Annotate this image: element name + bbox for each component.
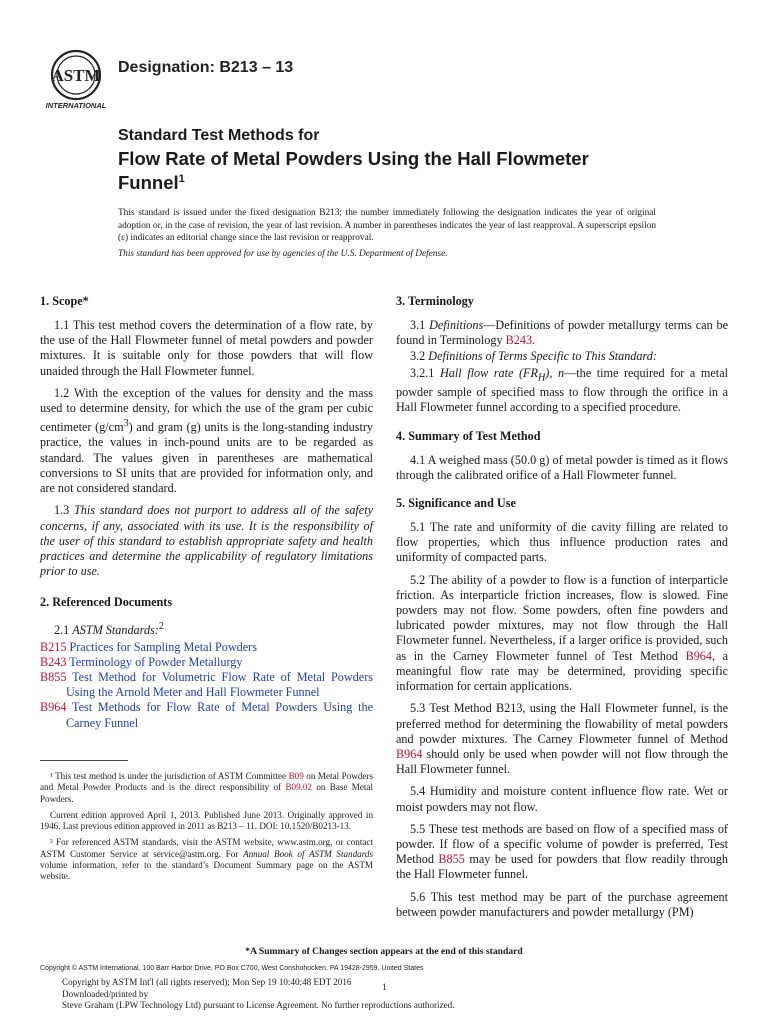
subcommittee-link-b09-02[interactable]: B09.02 (285, 782, 312, 793)
committee-link-b09[interactable]: B09 (288, 771, 304, 781)
paragraph-5-2: 5.2 The ability of a powder to flow is a function of interparticle friction. As interparticle friction increases, flow is slowed. Fine powders may not flow. Some powders, often fine powders and lubricated powder mixtures, may not flow through the Hall Flowmeter funnel. Nevertheless, if a larger orifice is provided, such as in the Carney Flowmeter funnel of Test Method B964, a meaningful flow rate may be determined, providing specific information for certain applications. (396, 572, 728, 694)
link-b964-method[interactable]: B964 (396, 746, 423, 761)
link-b243[interactable]: B243 (505, 333, 533, 348)
dod-approval-notice: This standard has been approved for use by agencies of the U.S. Department of Defense. (118, 249, 448, 259)
paragraph-1-3: 1.3 This standard does not purport to address all of the safety concerns, if any, associated with its use. It is the responsibility of the user of this standard to establish appropriate safety and health practices and determine the applicability of regulatory limitations prior to use. (40, 503, 374, 579)
section-heading-referenced-documents: 2. Referenced Documents (40, 595, 173, 610)
paragraph-1-1: 1.1 This test method covers the determination of a flow rate, by the use of the Hall Flowmeter funnel of metal powders and powder mixtures. It is suitable only for those powders that will flow unaided through the Hall Flowmeter funnel. (40, 318, 373, 378)
reference-link-b855[interactable]: B855 Test Method for Volumetric Flow Rate of Metal Powders Using the Arnold Meter and Hall Flowmeter Funnel (40, 669, 373, 700)
section-heading-terminology: 3. Terminology (396, 294, 474, 308)
paragraph-5-3: 5.3 Test Method B213, using the Hall Flowmeter funnel, is the preferred method for determining the flowability of metal powders and powder mixtures. The Carney Flowmeter funnel of Method B964 should only be used when powder will not flow through the Hall Flowmeter funnel. (396, 701, 728, 777)
section-heading-significance: 5. Significance and Use (396, 496, 516, 511)
copyright-line: Copyright © ASTM International, 100 Barr Harbor Drive, PO Box C700, West Conshohocken, PA 19428-2959. United States (40, 965, 424, 972)
designation: Designation: B213 – 13 (118, 59, 294, 76)
section-heading-scope: 1. Scope* (40, 294, 89, 308)
reference-link-b215[interactable]: B215 Practices for Sampling Metal Powders (40, 639, 257, 654)
paragraph-4-1: 4.1 A weighed mass (50.0 g) of metal powder is timed as it flows through the calibrated orifice of a Hall Flowmeter funnel. (396, 452, 728, 482)
title-footnote-marker: 1 (178, 173, 185, 185)
page-number: 1 (382, 982, 387, 992)
paragraph-1-2: 1.2 With the exception of the values for density and the mass used to determine density, for which the use of the gram per cubic centimeter $(g/cm^3)$ and gram (g) units is the long-standing industry practice, the values in inch-pound units are to be regarded as standard. The values given in parentheses are mathematical conversions to SI units that are provided for information only, and are not considered standard. (40, 385, 373, 496)
left-column (40, 294, 373, 731)
footnote-divider (40, 760, 128, 761)
paragraph-3-2: 3.2 Definitions of Terms Specific to This Standard: (410, 349, 657, 364)
right-column (396, 294, 728, 927)
footnotes (40, 771, 373, 888)
paragraph-3-1: 3.1 Definitions—Definitions of powder metallurgy terms can be found in Terminology B243. (396, 318, 728, 348)
reference-link-b964[interactable]: B964 Test Methods for Flow Rate of Metal Powders Using the Carney Funnel (40, 700, 373, 730)
paragraph-3-2-1: 3.2.1 Hall flow rate $(FR_H)$, n—the time required for a metal powder sample of specified mass to flow through the orifice in a Hall Flowmeter funnel according to a specified procedure. (396, 365, 728, 415)
summary-of-changes-note: *A Summary of Changes section appears at the end of this standard (245, 946, 523, 957)
svg-text:INTERNATIONAL: INTERNATIONAL (45, 101, 107, 110)
section-heading-summary: 4. Summary of Test Method (396, 428, 541, 443)
paragraph-5-4: 5.4 Humidity and moisture content influence flow rate. Wet or moist powders may not flow. (396, 784, 728, 814)
document-title: Flow Rate of Metal Powders Using the Hall Flowmeter Funnel$^1$ (118, 148, 589, 194)
paragraph-5-6: 5.6 This test method may be part of the purchase agreement between powder manufacturers and powder metallurgy (PM) (396, 889, 728, 919)
download-stamp: Copyright by ASTM Int'l (all rights reserved); Mon Sep 19 10:40:48 EDT 2016 Downloaded/printed by Steve Graham (LPW Technology Ltd) pursuant to License Agreement. No further reproductions authorized. (62, 977, 455, 1011)
footnote-1: ¹ This test method is under the jurisdiction of ASTM Committee B09 on Metal Powders and Metal Powder Products and is the direct responsibility of B09.02 on Base Metal Powders. (40, 771, 373, 804)
title-prefix: Standard Test Methods for (118, 127, 320, 144)
reference-link-b243[interactable]: B243 Terminology of Powder Metallurgy (40, 654, 243, 669)
svg-text:ASTM: ASTM (51, 66, 101, 85)
footnote-edition: Current edition approved April 1, 2013. Published June 2013. Originally approved in 1946. Last previous edition approved in 2011 as B213 – 11. DOI: 10.1520/B0213-13. (40, 809, 373, 832)
standard-notice: This standard is issued under the fixed designation B213; the number immediately following the designation indicates the year of original adoption or, in the case of revision, the year of last revision. A number in parentheses indicates the year of last reapproval. A superscript epsilon (ε) indicates an editorial change since the last revision or reapproval. (118, 208, 656, 244)
footnote-2: ² For referenced ASTM standards, visit the ASTM website, www.astm.org, or contact ASTM Customer Service at service@astm.org. For Annual Book of ASTM Standards volume information, refer to the standard’s Document Summary page on the ASTM website. (40, 837, 373, 882)
astm-logo (42, 48, 110, 110)
paragraph-2-1: 2.1 ASTM Standards:$^2$ (54, 621, 164, 638)
link-b964[interactable]: B964 (685, 648, 712, 663)
paragraph-5-5: 5.5 These test methods are based on flow of a specified mass of powder. If flow of a specific volume of powder is preferred, Test Method B855 may be used for powders that flow readily through the Hall Flowmeter funnel. (396, 821, 728, 882)
paragraph-5-1: 5.1 The rate and uniformity of die cavity filling are related to flow properties, which thus influence production rates and uniformity of compacted parts. (396, 520, 728, 565)
link-b855[interactable]: B855 (438, 852, 465, 867)
